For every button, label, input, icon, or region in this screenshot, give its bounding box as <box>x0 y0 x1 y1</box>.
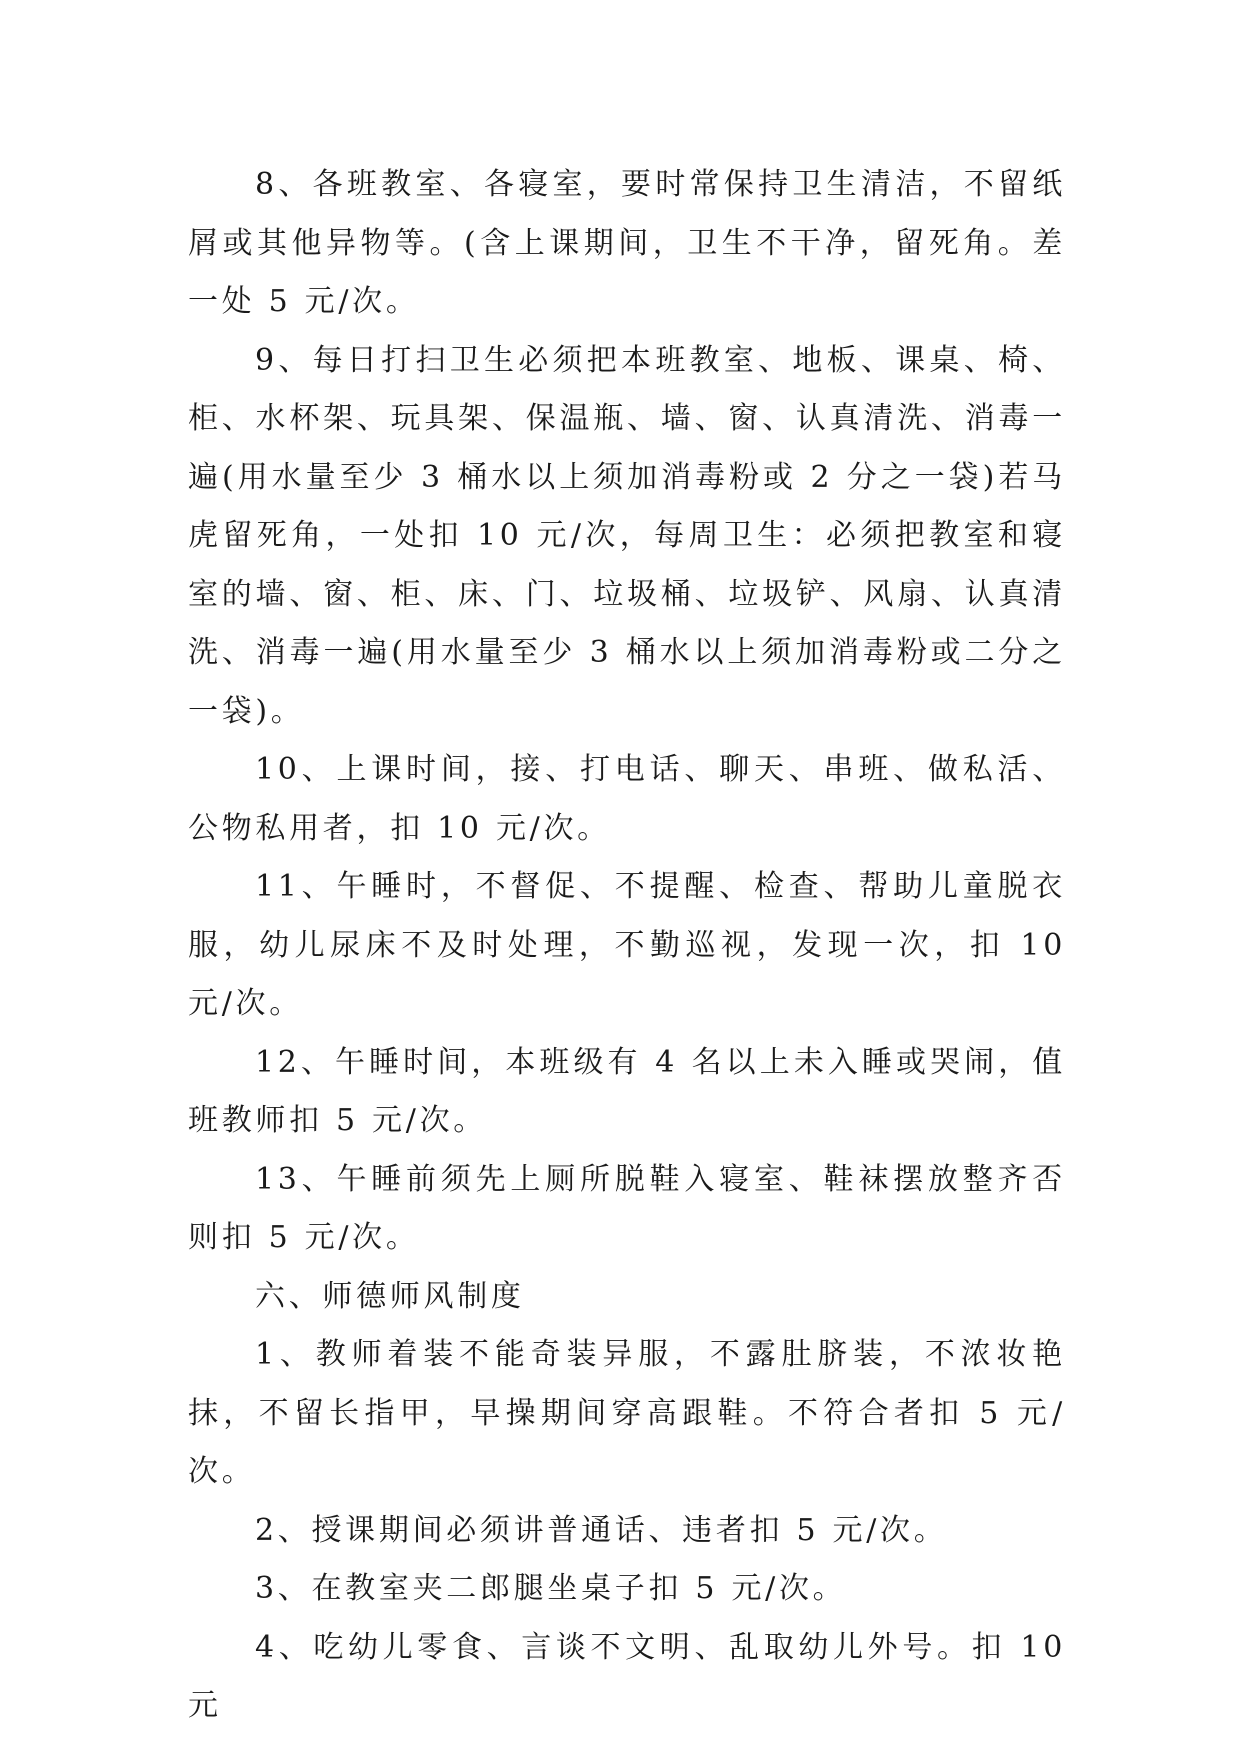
document-body <box>188 156 1066 1736</box>
paragraph-ethics-4: 4、吃幼儿零食、言谈不文明、乱取幼儿外号。扣 10 元 <box>188 1629 1066 1723</box>
paragraph-ethics-1: 1、教师着装不能奇装异服，不露肚脐装，不浓妆艳抹，不留长指甲，早操期间穿高跟鞋。不符合者扣 5 元/次。 <box>188 1337 1066 1489</box>
paragraph-rule-8: 8、各班教室、各寝室，要时常保持卫生清洁，不留纸屑或其他异物等。(含上课期间，卫生不干净，留死角。差一处 5 元/次。 <box>188 167 1066 319</box>
paragraph-rule-9: 9、每日打扫卫生必须把本班教室、地板、课桌、椅、柜、水杯架、玩具架、保温瓶、墙、窗、认真清洗、消毒一遍(用水量至少 3 桶水以上须加消毒粉或 2 分之一袋)若马虎留死角，一处扣 10 元/次，每周卫生：必须把教室和寝室的墙、窗、柜、床、门、垃圾桶、垃圾铲、风扇、认真清洗、消毒一遍(用水量至少 3 桶水以上须加消毒粉或二分之一袋)。 <box>188 342 1066 729</box>
paragraph-rule-11: 11、午睡时，不督促、不提醒、检查、帮助儿童脱衣服，幼儿尿床不及时处理，不勤巡视，发现一次，扣 10 元/次。 <box>188 869 1066 1021</box>
paragraph-rule-10: 10、上课时间，接、打电话、聊天、串班、做私活、公物私用者，扣 10 元/次。 <box>188 752 1066 846</box>
paragraph-ethics-3: 3、在教室夹二郎腿坐桌子扣 5 元/次。 <box>255 1571 847 1606</box>
paragraph-rule-13: 13、午睡前须先上厕所脱鞋入寝室、鞋袜摆放整齐否则扣 5 元/次。 <box>188 1161 1066 1255</box>
paragraph-ethics-2: 2、授课期间必须讲普通话、违者扣 5 元/次。 <box>255 1512 948 1548</box>
paragraph-rule-12: 12、午睡时间，本班级有 4 名以上未入睡或哭闹，值班教师扣 5 元/次。 <box>188 1044 1066 1138</box>
section-heading-teacher-ethics: 六、师德师风制度 <box>255 1278 525 1314</box>
